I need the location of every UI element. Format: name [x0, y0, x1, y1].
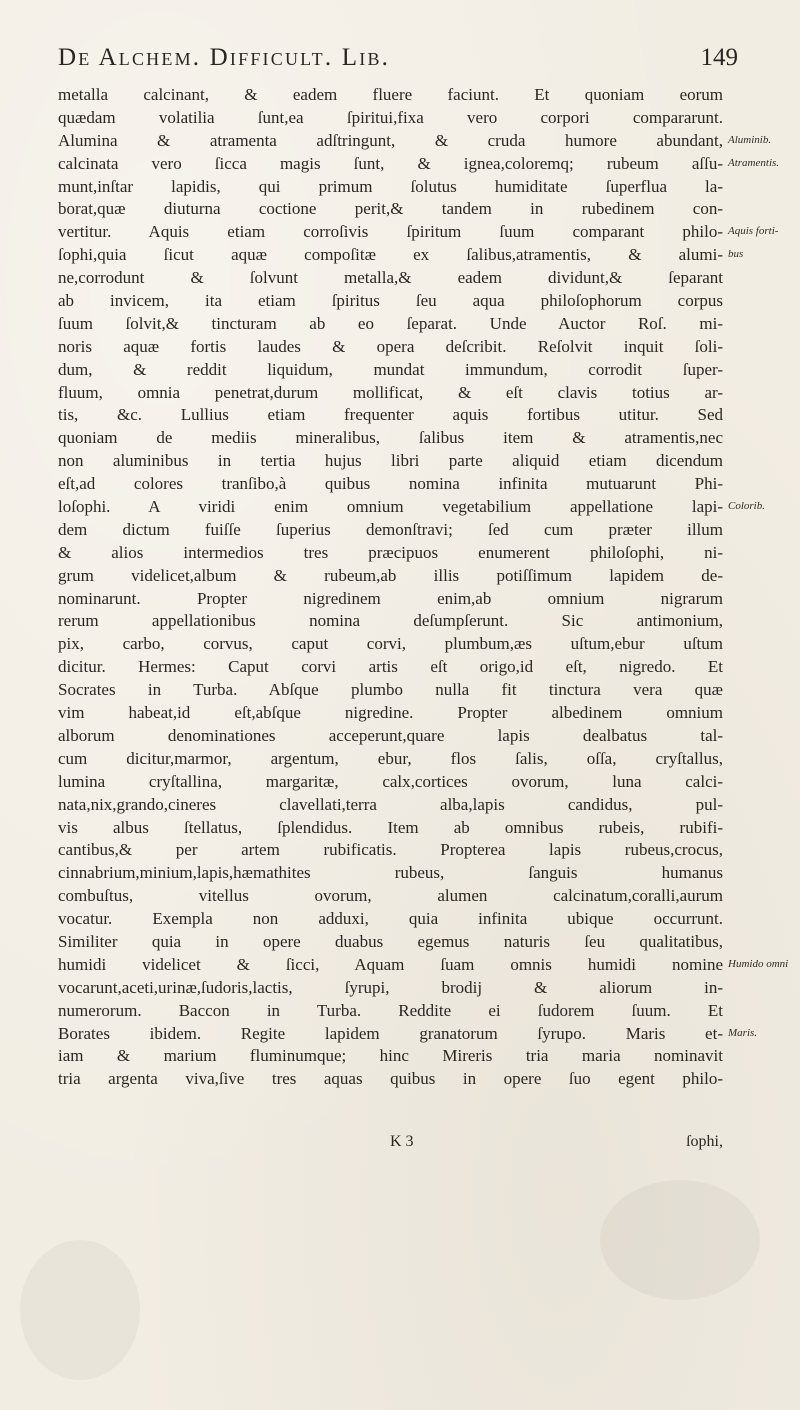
text-line: Alumina & atramenta adſtringunt, & cruda humore abundant, [58, 130, 723, 150]
paper-stain [20, 1240, 140, 1380]
text-line: ſophi,quia ſicut aquæ compoſitæ ex ſalibus,atramentis, & alumi- [58, 245, 723, 265]
text-line: ne,corrodunt & ſolvunt metalla,& eadem dividunt,& ſeparant [58, 268, 723, 288]
text-line: numerorum. Baccon in Turba. Reddite ei ſudorem ſuum. Et [58, 1000, 723, 1020]
text-line: cum dicitur,marmor, argentum, ebur, flos ſalis, oſſa, cryſtallus, [58, 748, 723, 768]
catchword: ſophi, [686, 1133, 723, 1150]
margin-note: Maris. [728, 1026, 758, 1039]
text-line: vis albus ſtellatus, ſplendidus. Item ab omnibus rubeis, rubifi- [58, 817, 723, 837]
text-line: Similiter quia in opere duabus egemus naturis ſeu qualitatibus, [58, 931, 723, 951]
text-line: quoniam de mediis mineralibus, ſalibus item & atramentis,nec [58, 428, 723, 448]
text-line: quædam volatilia ſunt,ea ſpiritui,fixa vero corpori compararunt. [58, 107, 723, 127]
text-line: dicitur. Hermes: Caput corvi artis eſt origo,id eſt, nigredo. Et [58, 657, 723, 677]
text-line: combuſtus, vitellus ovorum, alumen calcinatum,coralli,aurum [58, 886, 723, 906]
text-line: rerum appellationibus nomina deſumpſerunt. Sic antimonium, [58, 611, 723, 631]
text-line: munt,inſtar lapidis, qui primum ſolutus humiditate ſuperflua la- [58, 176, 723, 196]
text-line: vocatur. Exempla non adduxi, quia infinita ubique occurrunt. [58, 909, 723, 929]
text-line: pix, carbo, corvus, caput corvi, plumbum,æs uſtum,ebur uſtum [58, 634, 723, 654]
margin-note: bus [728, 248, 744, 261]
text-line: noris aquæ fortis laudes & opera deſcribit. Reſolvit inquit ſoli- [58, 336, 723, 356]
text-line: vertitur. Aquis etiam corroſivis ſpiritum ſuum comparant philo- [58, 222, 723, 242]
body-text [58, 84, 723, 1091]
text-line: cantibus,& per artem rubificatis. Propterea lapis rubeus,crocus, [58, 840, 723, 860]
margin-note: Aluminib. [728, 133, 772, 146]
text-line: dem dictum fuiſſe ſuperius demonſtravi; ſed cum præter illum [58, 519, 723, 539]
signature-mark: K 3 [390, 1133, 414, 1150]
margin-note: Aquis forti- [728, 225, 779, 238]
text-line: calcinata vero ſicca magis ſunt, & ignea,coloremq; rubeum aſſu- [58, 153, 723, 173]
running-title: De Alchem. Difficult. Lib. [58, 44, 391, 71]
text-line: dum, & reddit liquidum, mundat immundum, corrodit ſuper- [58, 359, 723, 379]
page-number: 149 [700, 44, 738, 71]
text-line: nominarunt. Propter nigredinem enim,ab omnium nigrarum [58, 588, 723, 608]
text-line: eſt,ad colores tranſibo,à quibus nomina infinita mutuarunt Phi- [58, 474, 723, 494]
page-footer [58, 1133, 723, 1157]
margin-note: Colorib. [728, 500, 765, 513]
text-line: non aluminibus in tertia hujus libri parte aliquid etiam dicendum [58, 451, 723, 471]
text-line: borat,quæ diuturna coctione perit,& tandem in rubedinem con- [58, 199, 723, 219]
text-line: ab invicem, ita etiam ſpiritus ſeu aqua philoſophorum corpus [58, 291, 723, 311]
text-line: & alios intermedios tres præcipuos enumerent philoſophi, ni- [58, 542, 723, 562]
text-line: Borates ibidem. Regite lapidem granatorum ſyrupo. Maris et- [58, 1023, 723, 1043]
text-line: tis, &c. Lullius etiam frequenter aquis fortibus utitur. Sed [58, 405, 723, 425]
text-line: nata,nix,grando,cineres clavellati,terra alba,lapis candidus, pul- [58, 794, 723, 814]
paper-stain [600, 1180, 760, 1300]
text-line: grum videlicet,album & rubeum,ab illis potiſſimum lapidem de- [58, 565, 723, 585]
text-line: ſuum ſolvit,& tincturam ab eo ſeparat. Unde Auctor Roſ. mi- [58, 313, 723, 333]
running-header [58, 44, 738, 84]
text-line: vocarunt,aceti,urinæ,ſudoris,lactis, ſyrupi, brodij & aliorum in- [58, 977, 723, 997]
text-line: loſophi. A viridi enim omnium vegetabilium appellatione lapi- [58, 497, 723, 517]
text-line: tria argenta viva,ſive tres aquas quibus in opere ſuo egent philo- [58, 1069, 723, 1089]
text-line: lumina cryſtallina, margaritæ, calx,cortices ovorum, luna calci- [58, 771, 723, 791]
margin-note: Atramentis. [728, 156, 780, 169]
text-line: Socrates in Turba. Abſque plumbo nulla fit tinctura vera quæ [58, 680, 723, 700]
text-line: iam & marium fluminumque; hinc Mireris tria maria nominavit [58, 1046, 723, 1066]
text-line: metalla calcinant, & eadem fluere faciunt. Et quoniam eorum [58, 85, 723, 104]
margin-note: Humido omni [728, 958, 789, 971]
text-line: humidi videlicet & ſicci, Aquam ſuam omnis humidi nomine [58, 954, 723, 974]
text-line: vim habeat,id eſt,abſque nigredine. Propter albedinem omnium [58, 703, 723, 723]
text-line: alborum denominationes acceperunt,quare lapis dealbatus tal- [58, 725, 723, 745]
text-line: cinnabrium,minium,lapis,hæmathites rubeus, ſanguis humanus [58, 863, 723, 883]
text-line: fluum, omnia penetrat,durum mollificat, & eſt clavis totius ar- [58, 382, 723, 402]
